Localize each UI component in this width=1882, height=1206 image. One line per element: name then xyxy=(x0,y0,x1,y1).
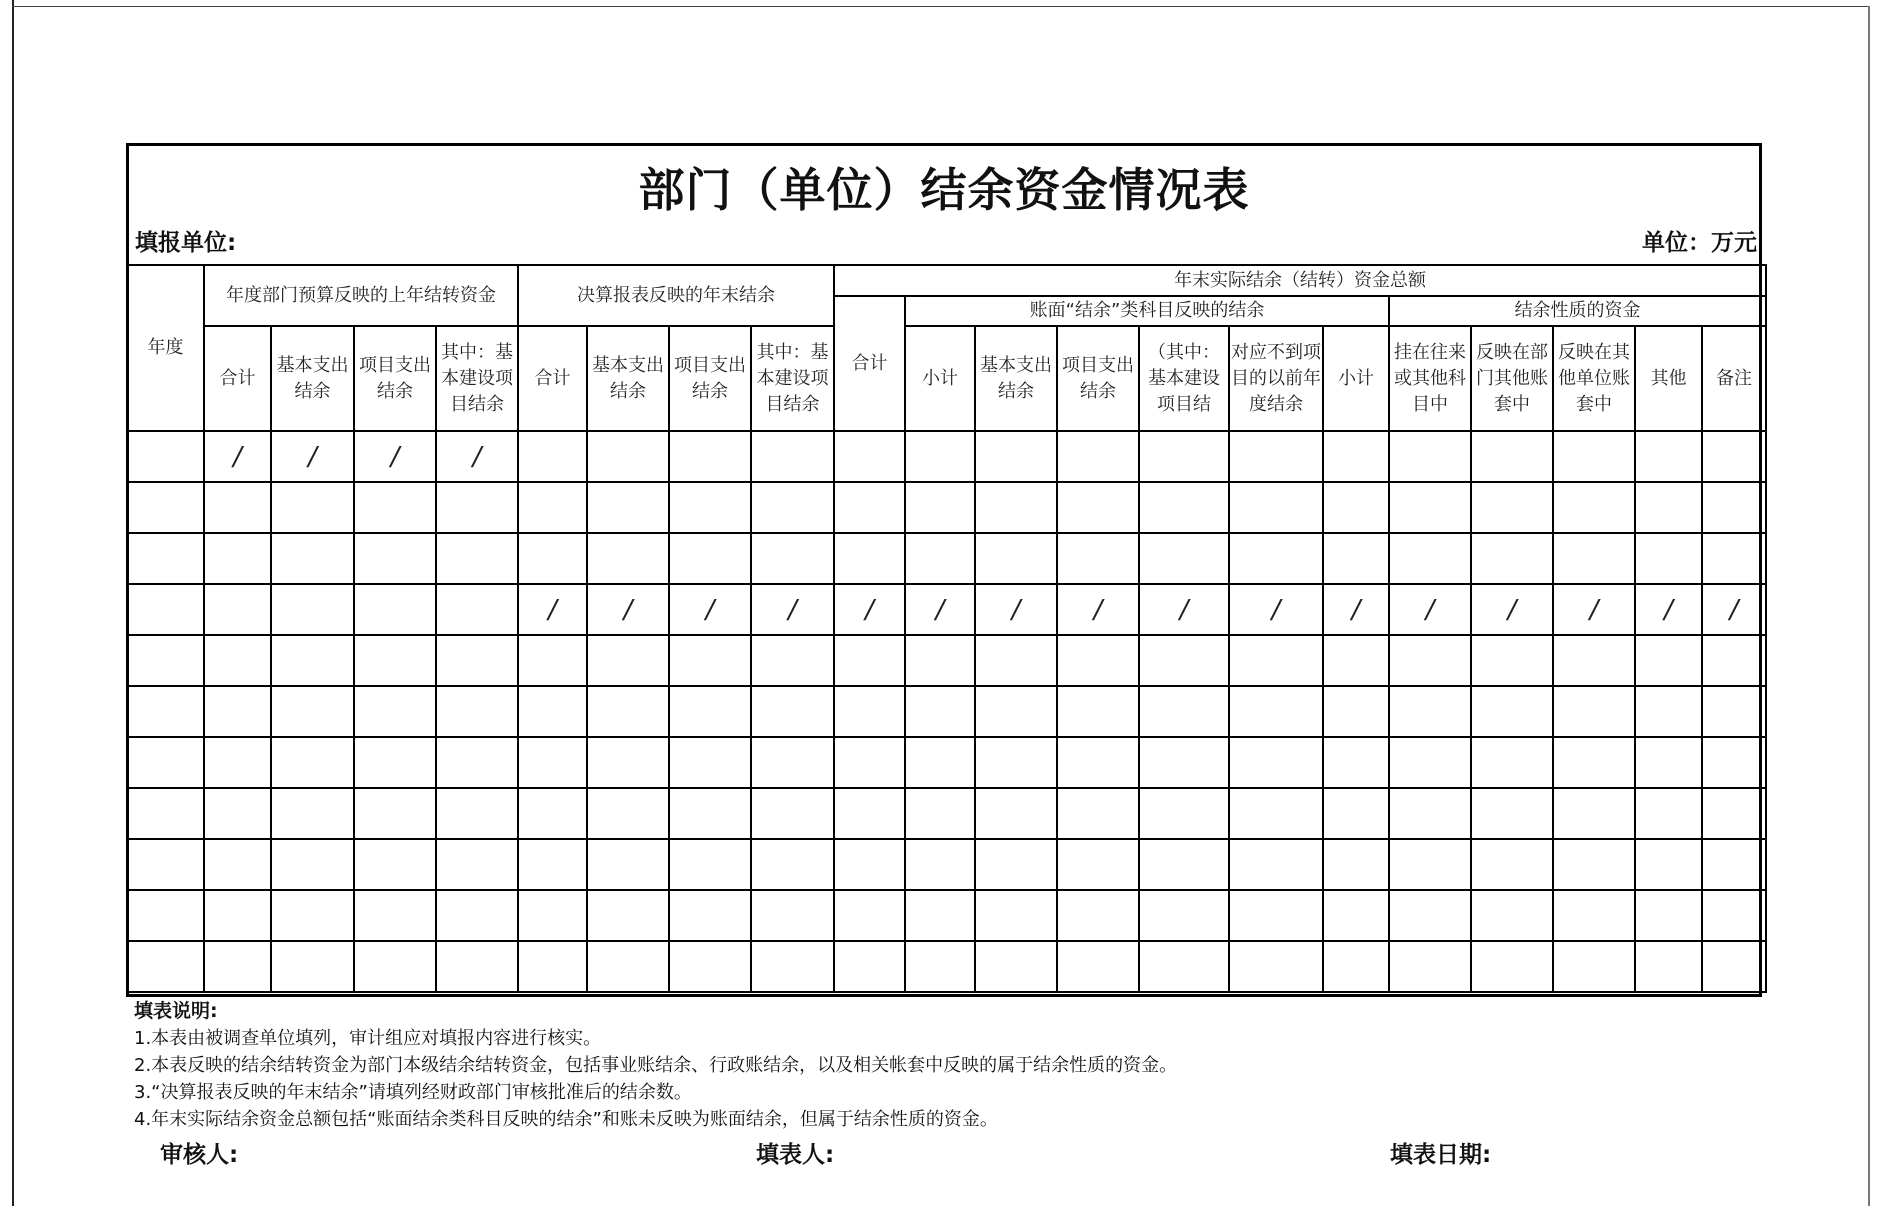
value-cell[interactable] xyxy=(1139,941,1229,992)
value-cell[interactable] xyxy=(751,737,834,788)
value-cell[interactable] xyxy=(587,431,669,482)
value-cell[interactable]: / xyxy=(354,431,436,482)
value-cell[interactable] xyxy=(354,686,436,737)
header-b-project: 项目支出结余 xyxy=(669,326,751,431)
value-cell[interactable] xyxy=(1323,431,1389,482)
table-row xyxy=(127,839,1766,890)
value-cell[interactable]: / xyxy=(1702,584,1766,635)
value-cell[interactable] xyxy=(204,533,271,584)
value-cell[interactable] xyxy=(1139,737,1229,788)
fill-unit-label: 填报单位: xyxy=(135,230,237,256)
note-item: 1.本表由被调查单位填列，审计组应对填报内容进行核实。 xyxy=(134,1028,602,1049)
value-cell[interactable] xyxy=(1323,686,1389,737)
value-cell[interactable] xyxy=(834,941,905,992)
value-cell[interactable] xyxy=(1389,533,1471,584)
value-cell[interactable] xyxy=(1702,533,1766,584)
value-cell[interactable] xyxy=(834,788,905,839)
value-cell[interactable] xyxy=(751,686,834,737)
value-cell[interactable] xyxy=(1635,890,1702,941)
value-cell[interactable] xyxy=(587,890,669,941)
value-cell[interactable] xyxy=(975,839,1057,890)
value-cell[interactable] xyxy=(1057,737,1139,788)
value-cell[interactable] xyxy=(587,737,669,788)
value-cell[interactable]: / xyxy=(271,431,354,482)
header-c1-subtotal: 小计 xyxy=(905,326,975,431)
header-c2-remark: 备注 xyxy=(1702,326,1766,431)
value-cell[interactable]: / xyxy=(436,431,518,482)
note-item: 4.年末实际结余资金总额包括“账面结余类科目反映的结余”和账未反映为账面结余，但属于结余性质的资金。 xyxy=(134,1109,998,1130)
report-title: 部门（单位）结余资金情况表 xyxy=(638,163,1250,217)
year-cell[interactable] xyxy=(127,839,204,890)
value-cell[interactable] xyxy=(751,431,834,482)
value-cell[interactable] xyxy=(1702,686,1766,737)
value-cell[interactable]: / xyxy=(1635,584,1702,635)
value-cell[interactable] xyxy=(204,584,271,635)
value-cell[interactable] xyxy=(204,941,271,992)
value-cell[interactable] xyxy=(271,533,354,584)
value-cell[interactable] xyxy=(1323,533,1389,584)
value-cell[interactable] xyxy=(354,737,436,788)
value-cell[interactable] xyxy=(518,482,587,533)
year-cell[interactable] xyxy=(127,788,204,839)
value-cell[interactable] xyxy=(436,839,518,890)
page-border-right xyxy=(1868,6,1870,1206)
value-cell[interactable] xyxy=(354,635,436,686)
value-cell[interactable] xyxy=(975,788,1057,839)
value-cell[interactable]: / xyxy=(1553,584,1635,635)
header-a-total: 合计 xyxy=(204,326,271,431)
header-a-basic: 基本支出结余 xyxy=(271,326,354,431)
value-cell[interactable] xyxy=(669,890,751,941)
value-cell[interactable]: / xyxy=(975,584,1057,635)
value-cell[interactable] xyxy=(587,533,669,584)
value-cell[interactable] xyxy=(354,584,436,635)
value-cell[interactable] xyxy=(1553,839,1635,890)
value-cell[interactable] xyxy=(436,533,518,584)
value-cell[interactable] xyxy=(1229,941,1323,992)
value-cell[interactable] xyxy=(518,788,587,839)
table-row xyxy=(127,431,1766,482)
value-cell[interactable] xyxy=(1702,890,1766,941)
value-cell[interactable] xyxy=(1471,941,1553,992)
value-cell[interactable] xyxy=(751,788,834,839)
value-cell[interactable] xyxy=(1323,737,1389,788)
value-cell[interactable] xyxy=(1229,890,1323,941)
value-cell[interactable] xyxy=(1323,941,1389,992)
value-cell[interactable] xyxy=(204,890,271,941)
header-balance-nature-funds: 结余性质的资金 xyxy=(1389,296,1766,326)
page-border-left xyxy=(12,0,14,1206)
value-cell[interactable] xyxy=(271,737,354,788)
header-c2-subtotal: 小计 xyxy=(1323,326,1389,431)
value-cell[interactable] xyxy=(587,839,669,890)
filler-label: 填表人: xyxy=(756,1142,835,1168)
value-cell[interactable] xyxy=(1553,482,1635,533)
value-cell[interactable] xyxy=(1323,635,1389,686)
value-cell[interactable] xyxy=(271,890,354,941)
value-cell[interactable] xyxy=(751,941,834,992)
value-cell[interactable] xyxy=(1139,482,1229,533)
value-cell[interactable] xyxy=(751,890,834,941)
header-c1-project: 项目支出结余 xyxy=(1057,326,1139,431)
value-cell[interactable] xyxy=(669,533,751,584)
value-cell[interactable] xyxy=(518,839,587,890)
value-cell[interactable] xyxy=(436,941,518,992)
value-cell[interactable] xyxy=(354,839,436,890)
value-cell[interactable] xyxy=(1553,431,1635,482)
value-cell[interactable] xyxy=(1057,482,1139,533)
value-cell[interactable] xyxy=(436,686,518,737)
report-sheet xyxy=(126,143,1762,997)
value-cell[interactable] xyxy=(1553,533,1635,584)
header-budget-carryover: 年度部门预算反映的上年结转资金 xyxy=(204,265,518,326)
year-cell[interactable] xyxy=(127,890,204,941)
table-row xyxy=(127,533,1766,584)
year-cell[interactable] xyxy=(127,941,204,992)
value-cell[interactable] xyxy=(1057,788,1139,839)
value-cell[interactable]: / xyxy=(204,431,271,482)
value-cell[interactable] xyxy=(669,431,751,482)
value-cell[interactable] xyxy=(1057,686,1139,737)
value-cell[interactable] xyxy=(1389,431,1471,482)
value-cell[interactable] xyxy=(1139,431,1229,482)
value-cell[interactable] xyxy=(436,890,518,941)
header-a-capital: 其中：基本建设项目结余 xyxy=(436,326,518,431)
fill-instructions xyxy=(134,998,1177,1133)
header-b-basic: 基本支出结余 xyxy=(587,326,669,431)
value-cell[interactable] xyxy=(1057,839,1139,890)
value-cell[interactable] xyxy=(975,482,1057,533)
value-cell[interactable] xyxy=(975,890,1057,941)
value-cell[interactable] xyxy=(1635,533,1702,584)
notes-title: 填表说明: xyxy=(134,1000,218,1022)
value-cell[interactable] xyxy=(1323,890,1389,941)
value-cell[interactable] xyxy=(905,431,975,482)
value-cell[interactable] xyxy=(204,482,271,533)
value-cell[interactable] xyxy=(1702,635,1766,686)
year-cell[interactable] xyxy=(127,635,204,686)
header-actual-balance-total: 年末实际结余（结转）资金总额 xyxy=(834,265,1766,296)
value-cell[interactable] xyxy=(1323,839,1389,890)
value-cell[interactable] xyxy=(1702,737,1766,788)
value-cell[interactable] xyxy=(1229,533,1323,584)
header-c2-other: 其他 xyxy=(1635,326,1702,431)
header-b-total: 合计 xyxy=(518,326,587,431)
table-body xyxy=(127,431,1766,992)
table-row xyxy=(127,686,1766,737)
value-cell[interactable] xyxy=(587,941,669,992)
value-cell[interactable] xyxy=(1139,788,1229,839)
value-cell[interactable] xyxy=(354,890,436,941)
value-cell[interactable] xyxy=(669,737,751,788)
value-cell[interactable]: / xyxy=(1471,584,1553,635)
value-cell[interactable] xyxy=(1702,941,1766,992)
year-cell[interactable] xyxy=(127,584,204,635)
value-cell[interactable] xyxy=(271,635,354,686)
table-row xyxy=(127,737,1766,788)
value-cell[interactable]: / xyxy=(834,584,905,635)
value-cell[interactable] xyxy=(1389,839,1471,890)
value-cell[interactable] xyxy=(751,533,834,584)
value-cell[interactable]: / xyxy=(1389,584,1471,635)
value-cell[interactable] xyxy=(1702,482,1766,533)
value-cell[interactable] xyxy=(751,839,834,890)
value-cell[interactable] xyxy=(975,533,1057,584)
value-cell[interactable] xyxy=(1229,788,1323,839)
value-cell[interactable] xyxy=(1229,737,1323,788)
value-cell[interactable] xyxy=(1635,839,1702,890)
value-cell[interactable] xyxy=(1471,431,1553,482)
value-cell[interactable] xyxy=(905,941,975,992)
value-cell[interactable] xyxy=(271,584,354,635)
value-cell[interactable] xyxy=(204,839,271,890)
value-cell[interactable] xyxy=(1229,482,1323,533)
value-cell[interactable]: / xyxy=(669,584,751,635)
header-c1-capital: （其中：基本建设项目结 xyxy=(1139,326,1229,431)
value-cell[interactable] xyxy=(1389,788,1471,839)
value-cell[interactable] xyxy=(1389,482,1471,533)
value-cell[interactable] xyxy=(436,482,518,533)
header-c1-unmatched: 对应不到项目的以前年度结余 xyxy=(1229,326,1323,431)
value-cell[interactable]: / xyxy=(1323,584,1389,635)
value-cell[interactable] xyxy=(436,635,518,686)
value-cell[interactable] xyxy=(436,737,518,788)
value-cell[interactable] xyxy=(1471,635,1553,686)
header-actual-total: 合计 xyxy=(834,296,905,431)
value-cell[interactable] xyxy=(1057,941,1139,992)
value-cell[interactable] xyxy=(1389,686,1471,737)
value-cell[interactable] xyxy=(1323,788,1389,839)
value-cell[interactable] xyxy=(905,686,975,737)
value-cell[interactable] xyxy=(834,533,905,584)
value-cell[interactable] xyxy=(518,533,587,584)
value-cell[interactable] xyxy=(271,839,354,890)
value-cell[interactable] xyxy=(1553,788,1635,839)
note-item: 2.本表反映的结余结转资金为部门本级结余结转资金，包括事业账结余、行政账结余，以及相关帐套中反映的属于结余性质的资金。 xyxy=(134,1055,1178,1076)
value-cell[interactable] xyxy=(1553,890,1635,941)
value-cell[interactable] xyxy=(1139,686,1229,737)
year-cell[interactable] xyxy=(127,431,204,482)
table-row xyxy=(127,635,1766,686)
value-cell[interactable] xyxy=(1057,635,1139,686)
value-cell[interactable] xyxy=(1229,635,1323,686)
value-cell[interactable] xyxy=(587,482,669,533)
value-cell[interactable] xyxy=(1229,839,1323,890)
value-cell[interactable] xyxy=(436,788,518,839)
value-cell[interactable]: / xyxy=(587,584,669,635)
table-row xyxy=(127,941,1766,992)
value-cell[interactable] xyxy=(271,941,354,992)
table-row xyxy=(127,482,1766,533)
value-cell[interactable] xyxy=(751,482,834,533)
value-cell[interactable] xyxy=(354,788,436,839)
value-cell[interactable] xyxy=(975,686,1057,737)
value-cell[interactable] xyxy=(1389,737,1471,788)
value-cell[interactable] xyxy=(1635,431,1702,482)
value-cell[interactable] xyxy=(1471,737,1553,788)
value-cell[interactable] xyxy=(975,941,1057,992)
value-cell[interactable] xyxy=(1139,635,1229,686)
value-cell[interactable] xyxy=(669,635,751,686)
value-cell[interactable] xyxy=(905,890,975,941)
value-cell[interactable] xyxy=(1229,686,1323,737)
value-cell[interactable] xyxy=(587,635,669,686)
value-cell[interactable] xyxy=(204,686,271,737)
value-cell[interactable] xyxy=(834,737,905,788)
header-final-accounts-balance: 决算报表反映的年末结余 xyxy=(518,265,834,326)
value-cell[interactable] xyxy=(834,635,905,686)
value-cell[interactable] xyxy=(587,788,669,839)
value-cell[interactable] xyxy=(1702,839,1766,890)
header-year: 年度 xyxy=(127,265,204,431)
value-cell[interactable] xyxy=(1635,482,1702,533)
header-a-project: 项目支出结余 xyxy=(354,326,436,431)
year-cell[interactable] xyxy=(127,686,204,737)
value-cell[interactable] xyxy=(1323,482,1389,533)
header-book-balance: 账面“结余”类科目反映的结余 xyxy=(905,296,1389,326)
value-cell[interactable] xyxy=(518,941,587,992)
value-cell[interactable] xyxy=(271,482,354,533)
value-cell[interactable] xyxy=(834,890,905,941)
value-cell[interactable] xyxy=(905,482,975,533)
value-cell[interactable] xyxy=(518,431,587,482)
value-cell[interactable] xyxy=(1057,890,1139,941)
value-cell[interactable] xyxy=(587,686,669,737)
year-cell[interactable] xyxy=(127,533,204,584)
reviewer-label: 审核人: xyxy=(160,1142,239,1168)
value-cell[interactable] xyxy=(1702,788,1766,839)
value-cell[interactable] xyxy=(271,686,354,737)
value-cell[interactable] xyxy=(204,788,271,839)
value-cell[interactable] xyxy=(1635,635,1702,686)
value-cell[interactable] xyxy=(1471,788,1553,839)
value-cell[interactable] xyxy=(1471,533,1553,584)
value-cell[interactable] xyxy=(1702,431,1766,482)
value-cell[interactable] xyxy=(1229,431,1323,482)
value-cell[interactable] xyxy=(975,635,1057,686)
value-cell[interactable] xyxy=(834,482,905,533)
value-cell[interactable] xyxy=(669,788,751,839)
year-cell[interactable] xyxy=(127,482,204,533)
value-cell[interactable] xyxy=(834,431,905,482)
value-cell[interactable]: / xyxy=(905,584,975,635)
value-cell[interactable] xyxy=(1389,941,1471,992)
value-cell[interactable] xyxy=(1553,635,1635,686)
value-cell[interactable] xyxy=(834,839,905,890)
header-c2-other-subject: 挂在往来或其他科目中 xyxy=(1389,326,1471,431)
note-item: 3.“决算报表反映的年末结余”请填列经财政部门审核批准后的结余数。 xyxy=(134,1082,692,1103)
value-cell[interactable] xyxy=(975,737,1057,788)
value-cell[interactable] xyxy=(518,737,587,788)
fill-date-label: 填表日期: xyxy=(1390,1142,1492,1168)
value-cell[interactable] xyxy=(669,839,751,890)
value-cell[interactable] xyxy=(518,635,587,686)
value-cell[interactable] xyxy=(1635,686,1702,737)
value-cell[interactable] xyxy=(669,686,751,737)
value-cell[interactable] xyxy=(1139,890,1229,941)
table-row xyxy=(127,788,1766,839)
value-cell[interactable] xyxy=(204,635,271,686)
value-cell[interactable] xyxy=(751,635,834,686)
value-cell[interactable]: / xyxy=(518,584,587,635)
value-cell[interactable] xyxy=(354,941,436,992)
value-cell[interactable]: / xyxy=(1139,584,1229,635)
value-cell[interactable] xyxy=(204,737,271,788)
value-cell[interactable] xyxy=(905,737,975,788)
value-cell[interactable] xyxy=(1471,686,1553,737)
value-cell[interactable] xyxy=(518,890,587,941)
value-cell[interactable] xyxy=(1553,941,1635,992)
value-cell[interactable]: / xyxy=(1057,584,1139,635)
value-cell[interactable] xyxy=(518,686,587,737)
value-cell[interactable] xyxy=(669,482,751,533)
header-c2-dept-account: 反映在部门其他账套中 xyxy=(1471,326,1553,431)
value-cell[interactable] xyxy=(1139,533,1229,584)
value-cell[interactable] xyxy=(1553,686,1635,737)
balance-table xyxy=(126,264,1767,993)
value-cell[interactable] xyxy=(1553,737,1635,788)
value-cell[interactable] xyxy=(905,788,975,839)
value-cell[interactable] xyxy=(1471,839,1553,890)
value-cell[interactable] xyxy=(1635,788,1702,839)
header-b-capital: 其中：基本建设项目结余 xyxy=(751,326,834,431)
header-c2-other-unit: 反映在其他单位账套中 xyxy=(1553,326,1635,431)
value-cell[interactable] xyxy=(1139,839,1229,890)
value-cell[interactable]: / xyxy=(751,584,834,635)
value-cell[interactable] xyxy=(271,788,354,839)
value-cell[interactable] xyxy=(1389,890,1471,941)
page-border-top xyxy=(12,6,1870,7)
value-cell[interactable] xyxy=(905,635,975,686)
value-cell[interactable] xyxy=(975,431,1057,482)
value-cell[interactable] xyxy=(1057,533,1139,584)
table-row xyxy=(127,584,1766,635)
value-cell[interactable] xyxy=(1057,431,1139,482)
value-cell[interactable] xyxy=(1389,635,1471,686)
value-cell[interactable]: / xyxy=(1229,584,1323,635)
value-cell[interactable] xyxy=(1635,737,1702,788)
value-cell[interactable] xyxy=(1635,941,1702,992)
value-cell[interactable] xyxy=(1471,890,1553,941)
table-row xyxy=(127,890,1766,941)
value-cell[interactable] xyxy=(354,482,436,533)
value-cell[interactable] xyxy=(1471,482,1553,533)
header-c1-basic: 基本支出结余 xyxy=(975,326,1057,431)
value-cell[interactable] xyxy=(834,686,905,737)
year-cell[interactable] xyxy=(127,737,204,788)
value-cell[interactable] xyxy=(354,533,436,584)
value-cell[interactable] xyxy=(669,941,751,992)
value-cell[interactable] xyxy=(905,839,975,890)
value-cell[interactable] xyxy=(905,533,975,584)
currency-unit-label: 单位：万元 xyxy=(1642,230,1757,256)
value-cell[interactable] xyxy=(436,584,518,635)
